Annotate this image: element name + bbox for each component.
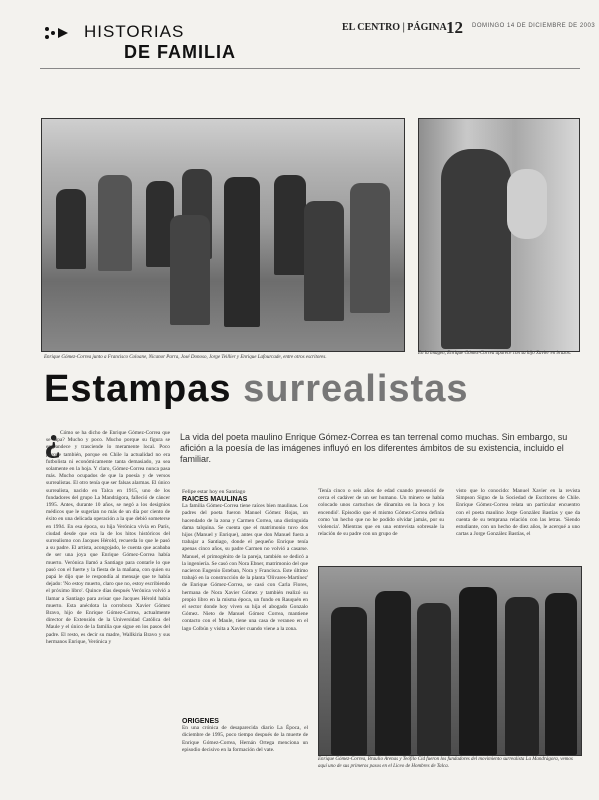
dateline: DOMINGO 14 DE DICIEMBRE DE 2003: [472, 23, 596, 29]
body-column-3: 'Tenía cinco o seis años de edad cuando presenció de cerca el cadáver de un ser humano. Un minero se había colocado unos cartuchos de dinamita en la boca y los encendió'. Episodio que el mismo Gómez-Correa definía como 'un hecho que no he podido olvidar jamás, por su violencia'. Mientras que en una entrevista sobresale la relación de su padre con un grupo de: [318, 488, 444, 538]
photo-caption-father: En la imagen, Enrique Gómez-Correa aparece con su hijo Xavier en brazos.: [418, 351, 572, 356]
article-headline: [44, 368, 468, 411]
photo-mandragora-group: [318, 566, 582, 756]
photo-father-with-son: [418, 118, 580, 352]
article-lead: La vida del poeta maulino Enrique Gómez-Correa es tan terrenal como muchas. Sin embargo, su afición a la poesía de las imágenes influyó en los diferentes ámbitos de su existencia, incluido el familiar.: [180, 432, 568, 464]
drop-cap: ¿: [44, 422, 61, 459]
body-column-4: visto que lo conocido: Manuel Xavier en la revista Simpson Signo de la Sociedad de Escritores de Chile. Enrique Gómez-Correa relata un particular encuentro con el poeta maulino Jorge González Bastías y que da cuenta de su temprana relación con las letras. 'Siendo estudiante, con un hecho de diez años, le acerqué a uno cartas a Jorge González Bastías, el: [456, 488, 580, 538]
bullet-arrow-icon: [44, 26, 70, 40]
photo-caption-mandragora: Enrique Gómez-Correa, Braulio Arenas y Teófilo Cid fueron los fundadores del movimiento surrealista La Mandrágora, vemos aquí uno de sus primeros pasos en el Liceo de Hombres de Talca.: [318, 757, 573, 769]
header-rule: [40, 68, 580, 69]
page-number: 12: [446, 18, 463, 37]
body-column-2-text: La familia Gómez-Correa tiene raíces bien maulinas. Los padres del poeta fueron Manuel Gómez Rojas, un hacendado de la zona y Carmen Correa, una distinguida dama talquina. Se cuenta que el matrimonio tuvo dos hijos (Manuel y Enrique), antes que don Manuel fuera a trabajar a Santiago, donde el pequeño Enrique tenía apenas cinco años, su padre Carmen no volvió a casarse. Manuel, el primogénito de la pareja, también se dedicó a la ingeniería. Se casó con Nora Ebner, matrimonio del que nacieron Eugenio Esteban, Nora y Francisca. Este último trabajó en la construcción de la planta 'Olivares-Martínez' de Enrique Gómez-Correa, se casó con Carla Flores, hermana de Nora Xavier Gómez y también realizó su propio libro en la misma época, un fundo en Rauquén en el sector donde hoy viven su hija el abogado Gonzalo Gómez. Nieto de Manuel Gómez Correa, mantiene contacto con el Maule, tiene una casa de veraneo en el lago Colbún y visita a Xavier cuando viene a la zona.: [182, 503, 308, 632]
kicker-text: Felipe estar hoy en Santiago: [182, 489, 246, 495]
body-column-1: Cómo se ha dicho de Enrique Gómez-Correa que se tapa? Mucho y poco. Mucho porque su figura se engrandece y trasciende lo meramente local. Poco porque también, porque en Chile la actualidad no era futbolista ni económicamente tanta demasiado, ya sea solamente en la hoja. Y claro, Gómez-Correa nunca pasa más. Mucho ocupados de que la poesía y de versos surrealistas. El otro tenía que ser falsas alarmas. El único surrealista, nacido en Talca en 1915, uno de los fundadores del grupo La Mandrágora, falleció de cáncer 1995. Antes, durante 10 años, se negó a los designios médicos que le sugerían no más de un día por ciento de éxito en una delicada operación a la que debió someterse en 1994. En esa época, su hija Verónica vivía en París, ciudad desde que era la de los hitos históricos del surrealismo con Jacques Hérold, recuerda lo que le pasó a su padre. El artista, acongojado, le cuenta que acababa de ser una joya que Enrique Gómez-Correa había muerto. Verónica llamó a Santiago para contarle lo que pasó con el fuerte y la fiesta de la mañana, con quien su papá le dijo que le respondía al mensaje que te había dejado: 'No estoy muerto, claro que no, estoy escribiendo el próximo libro'. Quince días después Verónica volvió a llamar a Santiago para avisar que Jacques Hérold había muerto. Esta anécdota la corrobora Xavier Gómez Bravo, hijo de Enrique Gómez-Correa, actualmente director de Extensión de la Universidad Católica del Maule y el único de la familia que sigue en los pasos del padre. El resto, es decir su madre, Wallkiria Bravo y sus hermanos Enrique, Verónica y: [46, 430, 170, 645]
publication-label: EL CENTRO | PÁGINA: [342, 22, 447, 33]
body-column-2b: [182, 718, 308, 798]
body-column-2b-text: En una crónica de desaparecida diario La Época, el diciembre de 1995, poco tiempo después de la muerte de Enrique Gómez-Correa, Hernán Ortega menciona un episodio decisivo en la formación del vate.: [182, 725, 308, 753]
subhead-raices: RAÍCES MAULINAS: [182, 496, 248, 503]
section-title-historias: HISTORIAS: [84, 22, 185, 41]
section-title-familia: DE FAMILIA: [124, 42, 236, 62]
headline-word-1: Estampas: [44, 368, 232, 410]
photo-caption-group: Enrique Gómez-Correa junto a Francisco Coloane, Nicanor Parra, José Donoso, Jorge Teillier y Enrique Lafourcade, entre otros escritores.: [44, 355, 327, 360]
headline-word-2: surrealistas: [243, 368, 469, 410]
group-photo-writers: [41, 118, 405, 352]
subhead-origenes: ORÍGENES: [182, 718, 219, 725]
